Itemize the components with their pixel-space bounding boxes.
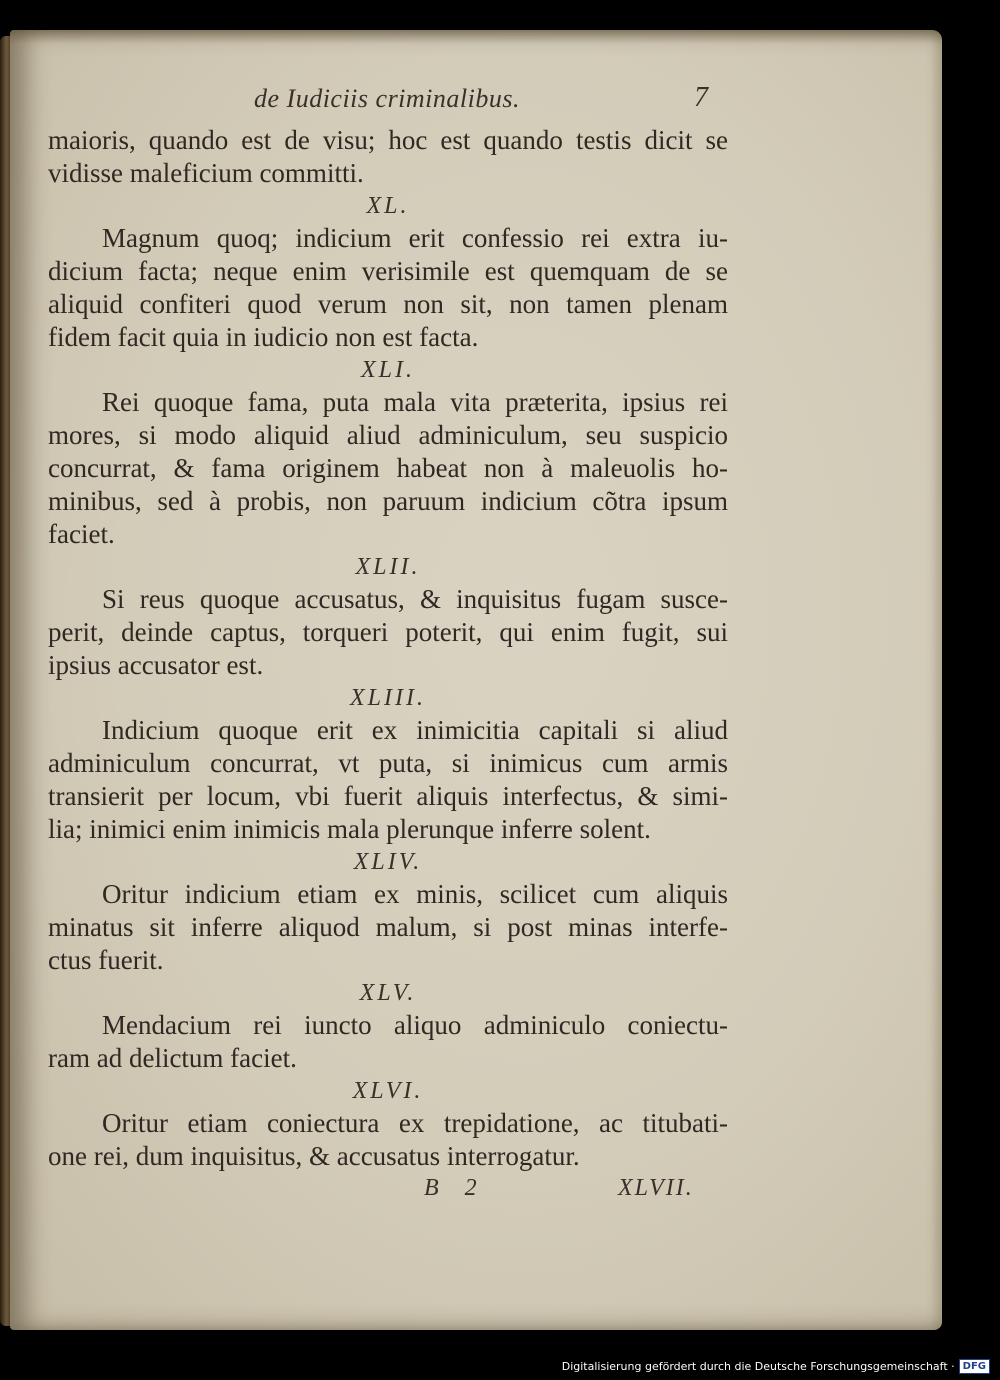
page-header (48, 84, 728, 124)
page-number: 7 (694, 82, 708, 113)
text-line: Oritur etiam coniectura ex trepidatione, ac titubati- (102, 1108, 728, 1138)
sections-container (48, 124, 728, 1173)
section-number: XLI. (361, 357, 415, 383)
section-number: XLVI. (352, 1078, 424, 1104)
text-line: concurrat, & fama originem habeat non à maleuolis ho- (48, 453, 728, 483)
section-number: XLIII. (350, 685, 426, 711)
text-line: maioris, quando est de visu; hoc est quando testis dicit se (48, 125, 728, 155)
section-number: XLIV. (353, 849, 423, 875)
text-line: minatus sit inferre aliquod malum, si post minas interfe- (48, 912, 728, 942)
text-line: Mendacium rei iuncto aliquo adminiculo coniectu- (102, 1010, 728, 1040)
dfg-logo: DFG (959, 1359, 990, 1374)
dfg-credit-text: Digitalisierung gefördert durch die Deutsche Forschungsgemeinschaft · (561, 1360, 955, 1373)
text-line: Magnum quoq; indicium erit confessio rei extra iu- (102, 223, 728, 253)
text-line: adminiculum concurrat, vt puta, si inimicus cum armis (48, 748, 728, 778)
text-line: minibus, sed à probis, non paruum indicium cõtra ipsum (48, 486, 728, 516)
dfg-credit-bar (562, 1359, 990, 1374)
catchword: XLVII. (618, 1175, 694, 1201)
section-paragraph (48, 124, 728, 190)
section-paragraph (48, 222, 728, 354)
text-line: fidem facit quia in iudicio non est facta. (48, 322, 479, 352)
text-line: Indicium quoque erit ex inimicitia capitali si aliud (102, 715, 728, 745)
text-line: dicium facta; neque enim verisimile est quemquam de se (48, 256, 728, 286)
signature-mark: B 2 (424, 1175, 487, 1201)
section-paragraph (48, 386, 728, 551)
text-line: ctus fuerit. (48, 945, 164, 975)
section-number: XLV. (359, 980, 417, 1006)
text-line: lia; inimici enim inimicis mala plerunque inferre solent. (48, 814, 651, 844)
text-line: transierit per locum, vbi fuerit aliquis interfectus, & simi- (48, 781, 728, 811)
section-paragraph (48, 878, 728, 977)
text-block (48, 84, 728, 1209)
running-head: de Iudiciis criminalibus. (254, 84, 520, 113)
page-footer (48, 1175, 728, 1209)
section-paragraph (48, 1009, 728, 1075)
text-line: perit, deinde captus, torqueri poterit, qui enim fugit, sui (48, 617, 728, 647)
section-paragraph (48, 714, 728, 846)
section-number: XL. (366, 193, 410, 219)
text-line: ipsius accusator est. (48, 650, 264, 680)
text-line: one rei, dum inquisitus, & accusatus interrogatur. (48, 1141, 580, 1171)
section-number: XLII. (355, 554, 421, 580)
section-paragraph (48, 1107, 728, 1173)
text-line: Oritur indicium etiam ex minis, scilicet cum aliquis (102, 879, 728, 909)
text-line: Si reus quoque accusatus, & inquisitus fugam susce- (102, 584, 728, 614)
section-paragraph (48, 583, 728, 682)
text-line: Rei quoque fama, puta mala vita præterita, ipsius rei (102, 387, 728, 417)
text-line: faciet. (48, 519, 115, 549)
text-line: vidisse maleficium committi. (48, 158, 364, 188)
book-page (10, 30, 942, 1330)
text-line: aliquid confiteri quod verum non sit, non tamen plenam (48, 289, 728, 319)
text-line: mores, si modo aliquid aliud adminiculum, seu suspicio (48, 420, 728, 450)
text-line: ram ad delictum faciet. (48, 1043, 297, 1073)
